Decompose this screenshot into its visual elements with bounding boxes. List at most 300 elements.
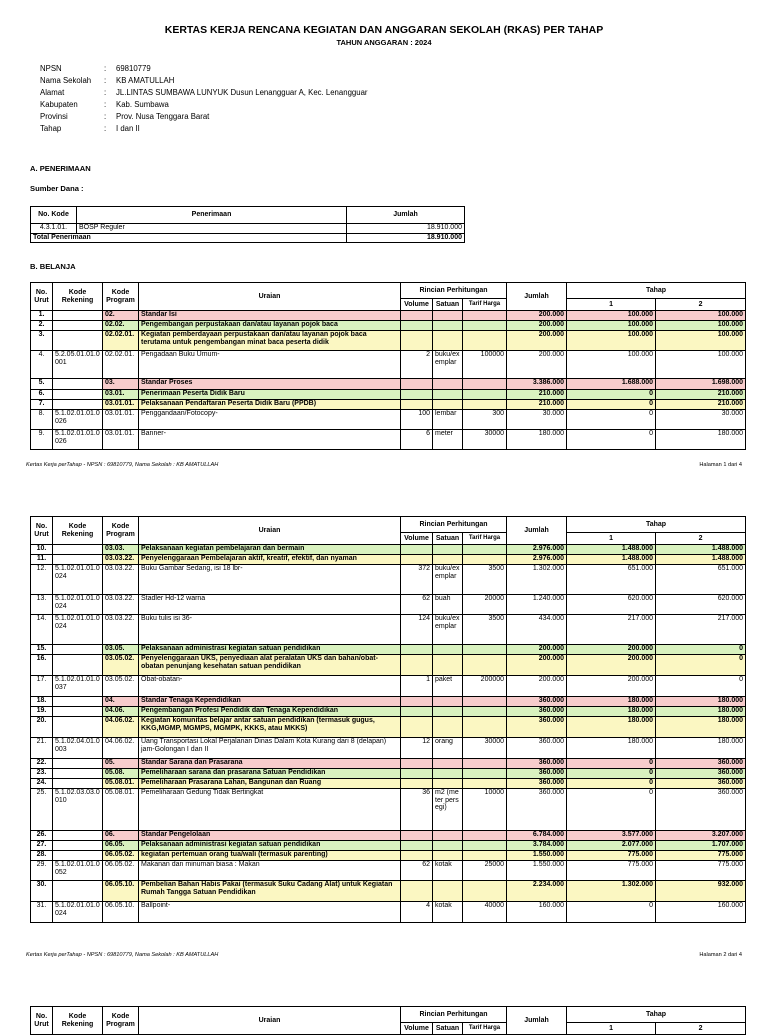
uraian-cell: kegiatan pertemuan orang tua/wali (termasuk parenting) xyxy=(139,851,401,861)
satuan-cell xyxy=(433,390,463,400)
kode-program-cell: 06.05.02. xyxy=(103,851,139,861)
kode-program-cell: 03.01.01. xyxy=(103,400,139,410)
volume-cell xyxy=(401,545,433,555)
table-row xyxy=(31,707,746,717)
penerimaan-table xyxy=(30,206,465,243)
tahap-2-cell: 180.000 xyxy=(656,697,746,707)
volume-cell: 100 xyxy=(401,410,433,430)
tahap-1-cell: 775.000 xyxy=(567,861,656,881)
kode-rekening-cell: 5.1.02.03.03.0010 xyxy=(53,789,103,831)
tarif-cell xyxy=(463,400,507,410)
uraian-cell: Obat-obatan- xyxy=(139,676,401,697)
info-row-province: Provinsi : Prov. Nusa Tenggara Barat xyxy=(40,112,210,121)
tarif-cell xyxy=(463,831,507,841)
jumlah-cell: 30.000 xyxy=(507,410,567,430)
satuan-cell xyxy=(433,759,463,769)
kode-program-cell: 03.03.22. xyxy=(103,595,139,615)
kode-rekening-cell: 5.1.02.01.01.0024 xyxy=(53,615,103,645)
document-subtitle: TAHUN ANGGARAN : 2024 xyxy=(336,38,432,47)
table-row xyxy=(31,738,746,759)
header-no-urut: No. Urut xyxy=(31,283,53,311)
header-volume: Volume xyxy=(401,533,433,545)
jumlah-cell: 360.000 xyxy=(507,759,567,769)
no-cell: 14. xyxy=(31,615,53,645)
uraian-cell: Banner- xyxy=(139,430,401,450)
tarif-cell: 10000 xyxy=(463,789,507,831)
jumlah-cell: 3.784.000 xyxy=(507,841,567,851)
tarif-cell xyxy=(463,645,507,655)
tahap-2-cell: 0 xyxy=(656,655,746,676)
table-row xyxy=(31,565,746,595)
header-tahap-2: 2 xyxy=(656,1023,746,1035)
no-cell: 27. xyxy=(31,841,53,851)
tahap-2-cell: 210.000 xyxy=(656,390,746,400)
jumlah-cell: 160.000 xyxy=(507,902,567,923)
jumlah-cell: 2.976.000 xyxy=(507,555,567,565)
kode-program-cell: 03.01.01. xyxy=(103,410,139,430)
tarif-cell: 300 xyxy=(463,410,507,430)
volume-cell: 1 xyxy=(401,676,433,697)
tahap-1-cell: 0 xyxy=(567,759,656,769)
tarif-cell: 3500 xyxy=(463,565,507,595)
kode-cell: 4.3.1.01. xyxy=(31,224,77,234)
no-cell: 29. xyxy=(31,861,53,881)
tarif-cell xyxy=(463,555,507,565)
school-info xyxy=(40,63,368,135)
kode-program-cell: 03.05. xyxy=(103,645,139,655)
uraian-cell: Pengembangan perpustakaan dan/atau layanan pojok baca xyxy=(139,321,401,331)
info-label: Provinsi xyxy=(40,112,68,121)
tarif-cell xyxy=(463,321,507,331)
header-kode-rekening: Kode Rekening xyxy=(53,283,103,311)
tahap-1-cell: 100.000 xyxy=(567,321,656,331)
header-uraian: Uraian xyxy=(139,517,401,545)
header-rincian: Rincian Perhitungan xyxy=(401,283,507,299)
jumlah-cell: 6.784.000 xyxy=(507,831,567,841)
header-kode-rekening: Kode Rekening xyxy=(53,517,103,545)
section-heading-belanja: B. BELANJA xyxy=(30,262,76,271)
no-cell: 9. xyxy=(31,430,53,450)
funding-source-label: Sumber Dana : xyxy=(30,184,84,193)
uraian-cell: Pemeliharaan Prasarana Lahan, Bangunan dan Ruang xyxy=(139,779,401,789)
tahap-2-cell: 775.000 xyxy=(656,851,746,861)
kode-program-cell: 03.01.01. xyxy=(103,430,139,450)
tahap-1-cell: 100.000 xyxy=(567,311,656,321)
uraian-cell: Buku Gambar Sedang, isi 18 lbr- xyxy=(139,565,401,595)
satuan-cell: meter xyxy=(433,430,463,450)
belanja-table-page-2 xyxy=(30,516,746,923)
volume-cell xyxy=(401,759,433,769)
satuan-cell xyxy=(433,545,463,555)
volume-cell xyxy=(401,311,433,321)
kode-rekening-cell xyxy=(53,321,103,331)
no-cell: 10. xyxy=(31,545,53,555)
kode-program-cell: 02.02. xyxy=(103,321,139,331)
table-row xyxy=(31,779,746,789)
tahap-2-cell: 100.000 xyxy=(656,321,746,331)
jumlah-cell: 360.000 xyxy=(507,707,567,717)
tahap-1-cell: 200.000 xyxy=(567,655,656,676)
volume-cell xyxy=(401,697,433,707)
jumlah-cell: 200.000 xyxy=(507,655,567,676)
satuan-cell xyxy=(433,779,463,789)
info-label: Tahap xyxy=(40,124,62,133)
volume-cell xyxy=(401,655,433,676)
kode-rekening-cell: 5.1.02.04.01.0003 xyxy=(53,738,103,759)
tahap-2-cell: 210.000 xyxy=(656,400,746,410)
header-jumlah: Jumlah xyxy=(507,283,567,311)
table-row xyxy=(31,902,746,923)
info-value: Prov. Nusa Tenggara Barat xyxy=(116,112,210,121)
tarif-cell xyxy=(463,779,507,789)
no-cell: 6. xyxy=(31,390,53,400)
no-cell: 25. xyxy=(31,789,53,831)
tahap-1-cell: 0 xyxy=(567,400,656,410)
tahap-2-cell: 1.707.000 xyxy=(656,841,746,851)
header-no-kode: No. Kode xyxy=(31,207,77,224)
tahap-2-cell: 180.000 xyxy=(656,430,746,450)
tahap-1-cell: 651.000 xyxy=(567,565,656,595)
jumlah-cell: 200.000 xyxy=(507,351,567,379)
table-row xyxy=(31,789,746,831)
kode-rekening-cell: 5.1.02.01.01.0026 xyxy=(53,410,103,430)
kode-program-cell: 03.03.22. xyxy=(103,615,139,645)
table-row xyxy=(31,545,746,555)
header-jumlah: Jumlah xyxy=(347,207,465,224)
tarif-cell: 3500 xyxy=(463,615,507,645)
table-row xyxy=(31,379,746,390)
header-rincian: Rincian Perhitungan xyxy=(401,1007,507,1023)
kode-rekening-cell xyxy=(53,881,103,902)
tarif-cell xyxy=(463,769,507,779)
jumlah-cell: 210.000 xyxy=(507,400,567,410)
header-satuan: Satuan xyxy=(433,533,463,545)
tarif-cell: 30000 xyxy=(463,738,507,759)
no-cell: 18. xyxy=(31,697,53,707)
satuan-cell: buku/exemplar xyxy=(433,351,463,379)
uraian-cell: Makanan dan minuman biasa : Makan xyxy=(139,861,401,881)
kode-program-cell: 04.06. xyxy=(103,707,139,717)
document-title: KERTAS KERJA RENCANA KEGIATAN DAN ANGGARAN SEKOLAH (RKAS) PER TAHAP xyxy=(164,24,604,36)
satuan-cell: buah xyxy=(433,595,463,615)
info-label: NPSN xyxy=(40,64,62,73)
no-cell: 30. xyxy=(31,881,53,902)
tahap-1-cell: 1.488.000 xyxy=(567,555,656,565)
table-row xyxy=(31,841,746,851)
satuan-cell: lembar xyxy=(433,410,463,430)
belanja-table-page-3 xyxy=(30,1006,746,1035)
no-cell: 31. xyxy=(31,902,53,923)
tarif-cell xyxy=(463,655,507,676)
uraian-cell: Standar Proses xyxy=(139,379,401,390)
uraian-cell: Penyelenggaraan Pembelajaran aktif, kreatif, efektif, dan nyaman xyxy=(139,555,401,565)
no-cell: 24. xyxy=(31,779,53,789)
satuan-cell xyxy=(433,851,463,861)
tahap-1-cell: 1.302.000 xyxy=(567,881,656,902)
kode-program-cell: 05.08.01. xyxy=(103,789,139,831)
tarif-cell xyxy=(463,841,507,851)
kode-rekening-cell: 5.1.02.01.01.0024 xyxy=(53,595,103,615)
jumlah-cell: 180.000 xyxy=(507,430,567,450)
kode-program-cell: 06. xyxy=(103,831,139,841)
kode-program-cell: 06.05. xyxy=(103,841,139,851)
kode-program-cell: 03.05.02. xyxy=(103,676,139,697)
satuan-cell xyxy=(433,331,463,351)
header-tahap: Tahap xyxy=(567,283,746,299)
satuan-cell xyxy=(433,769,463,779)
tarif-cell xyxy=(463,697,507,707)
satuan-cell: buku/exemplar xyxy=(433,615,463,645)
kode-rekening-cell xyxy=(53,697,103,707)
jumlah-cell: 3.386.000 xyxy=(507,379,567,390)
kode-rekening-cell xyxy=(53,555,103,565)
kode-rekening-cell xyxy=(53,655,103,676)
volume-cell: 62 xyxy=(401,595,433,615)
tahap-2-cell: 932.000 xyxy=(656,881,746,902)
tahap-1-cell: 3.577.000 xyxy=(567,831,656,841)
jumlah-cell: 360.000 xyxy=(507,738,567,759)
section-heading-penerimaan: A. PENERIMAAN xyxy=(30,164,91,173)
jumlah-cell: 200.000 xyxy=(507,311,567,321)
kode-program-cell: 06.05.10. xyxy=(103,902,139,923)
tahap-2-cell: 651.000 xyxy=(656,565,746,595)
uraian-cell: Stadler Hd-12 warna xyxy=(139,595,401,615)
volume-cell: 62 xyxy=(401,861,433,881)
tahap-2-cell: 0 xyxy=(656,645,746,655)
tarif-cell xyxy=(463,717,507,738)
no-cell: 4. xyxy=(31,351,53,379)
tarif-cell xyxy=(463,311,507,321)
uraian-cell: Pelaksanaan Pendaftaran Peserta Didik Baru (PPDB) xyxy=(139,400,401,410)
header-uraian: Uraian xyxy=(139,1007,401,1035)
no-cell: 2. xyxy=(31,321,53,331)
uraian-cell: Pelaksanaan administrasi kegiatan satuan pendidikan xyxy=(139,841,401,851)
uraian-cell: Pelaksanaan kegiatan pembelajaran dan bermain xyxy=(139,545,401,555)
table-row xyxy=(31,655,746,676)
info-row-stage: Tahap : I dan II xyxy=(40,124,140,133)
tahap-1-cell: 0 xyxy=(567,390,656,400)
uraian-cell: Standar Pengelolaan xyxy=(139,831,401,841)
header-tahap-2: 2 xyxy=(656,299,746,311)
header-no-urut: No. Urut xyxy=(31,517,53,545)
satuan-cell: orang xyxy=(433,738,463,759)
satuan-cell xyxy=(433,321,463,331)
tahap-1-cell: 1.688.000 xyxy=(567,379,656,390)
tarif-cell xyxy=(463,331,507,351)
tahap-1-cell: 1.488.000 xyxy=(567,545,656,555)
no-cell: 7. xyxy=(31,400,53,410)
header-rincian: Rincian Perhitungan xyxy=(401,517,507,533)
tahap-2-cell: 360.000 xyxy=(656,789,746,831)
no-cell: 8. xyxy=(31,410,53,430)
kode-rekening-cell xyxy=(53,545,103,555)
header-satuan: Satuan xyxy=(433,1023,463,1035)
tahap-2-cell: 100.000 xyxy=(656,351,746,379)
info-value: Kab. Sumbawa xyxy=(116,100,169,109)
volume-cell xyxy=(401,707,433,717)
satuan-cell xyxy=(433,645,463,655)
header-jumlah: Jumlah xyxy=(507,517,567,545)
jumlah-cell: 1.240.000 xyxy=(507,595,567,615)
kode-rekening-cell xyxy=(53,390,103,400)
info-row-regency: Kabupaten : Kab. Sumbawa xyxy=(40,100,169,109)
jumlah-cell: 360.000 xyxy=(507,769,567,779)
header-kode-program: Kode Program xyxy=(103,517,139,545)
jumlah-cell: 360.000 xyxy=(507,779,567,789)
volume-cell xyxy=(401,851,433,861)
kode-rekening-cell: 5.2.05.01.01.0001 xyxy=(53,351,103,379)
jumlah-cell: 360.000 xyxy=(507,789,567,831)
satuan-cell xyxy=(433,555,463,565)
kode-rekening-cell xyxy=(53,707,103,717)
header-kode-rekening: Kode Rekening xyxy=(53,1007,103,1035)
kode-rekening-cell xyxy=(53,851,103,861)
tahap-1-cell: 2.077.000 xyxy=(567,841,656,851)
no-cell: 23. xyxy=(31,769,53,779)
tahap-1-cell: 200.000 xyxy=(567,676,656,697)
satuan-cell xyxy=(433,311,463,321)
tarif-cell: 30000 xyxy=(463,430,507,450)
header-satuan: Satuan xyxy=(433,299,463,311)
jumlah-cell: 1.550.000 xyxy=(507,851,567,861)
kode-rekening-cell: 5.1.02.01.01.0037 xyxy=(53,676,103,697)
no-cell: 12. xyxy=(31,565,53,595)
tahap-1-cell: 100.000 xyxy=(567,331,656,351)
jumlah-cell: 200.000 xyxy=(507,331,567,351)
tahap-2-cell: 620.000 xyxy=(656,595,746,615)
tahap-2-cell: 1.488.000 xyxy=(656,555,746,565)
satuan-cell: m2 (meter persegi) xyxy=(433,789,463,831)
header-uraian: Uraian xyxy=(139,283,401,311)
table-row xyxy=(31,769,746,779)
total-label: Total Penerimaan xyxy=(31,234,347,243)
header-no-urut: No. Urut xyxy=(31,1007,53,1035)
satuan-cell xyxy=(433,655,463,676)
kode-program-cell: 05. xyxy=(103,759,139,769)
kode-program-cell: 05.08.01. xyxy=(103,779,139,789)
uraian-cell: Ballpoint- xyxy=(139,902,401,923)
no-cell: 15. xyxy=(31,645,53,655)
table-row xyxy=(31,351,746,379)
satuan-cell: paket xyxy=(433,676,463,697)
kode-program-cell: 05.08. xyxy=(103,769,139,779)
volume-cell xyxy=(401,841,433,851)
page-footer: Kertas Kerja perTahap - NPSN : 69810779, Nama Sekolah : KB AMATULLAH xyxy=(26,952,219,958)
header-tarif: Tarif Harga xyxy=(463,533,507,545)
header-kode-program: Kode Program xyxy=(103,283,139,311)
tahap-2-cell: 100.000 xyxy=(656,311,746,321)
table-row xyxy=(31,759,746,769)
uraian-cell: Pengembangan Profesi Pendidik dan Tenaga Kependidikan xyxy=(139,707,401,717)
kode-rekening-cell xyxy=(53,645,103,655)
kode-rekening-cell xyxy=(53,779,103,789)
header-tahap-1: 1 xyxy=(567,1023,656,1035)
kode-rekening-cell: 5.1.02.01.01.0026 xyxy=(53,430,103,450)
satuan-cell xyxy=(433,379,463,390)
tahap-2-cell: 217.000 xyxy=(656,615,746,645)
satuan-cell: kotak xyxy=(433,861,463,881)
tahap-2-cell: 180.000 xyxy=(656,738,746,759)
tahap-1-cell: 180.000 xyxy=(567,717,656,738)
header-tarif: Tarif Harga xyxy=(463,1023,507,1035)
satuan-cell xyxy=(433,831,463,841)
kode-rekening-cell xyxy=(53,379,103,390)
jumlah-cell: 2.234.000 xyxy=(507,881,567,902)
kode-rekening-cell xyxy=(53,769,103,779)
tahap-2-cell: 360.000 xyxy=(656,759,746,769)
info-row-npsn: NPSN : 69810779 xyxy=(40,64,151,73)
tahap-1-cell: 0 xyxy=(567,779,656,789)
uraian-cell: Standar Tenaga Kependidikan xyxy=(139,697,401,707)
info-label: Nama Sekolah xyxy=(40,76,92,85)
tahap-1-cell: 217.000 xyxy=(567,615,656,645)
jumlah-cell: 200.000 xyxy=(507,321,567,331)
kode-program-cell: 04. xyxy=(103,697,139,707)
uraian-cell: Pemeliharaan Gedung Tidak Bertingkat xyxy=(139,789,401,831)
uraian-cell: Pelaksanaan administrasi kegiatan satuan pendidikan xyxy=(139,645,401,655)
table-row xyxy=(31,311,746,321)
no-cell: 20. xyxy=(31,717,53,738)
volume-cell xyxy=(401,831,433,841)
header-volume: Volume xyxy=(401,299,433,311)
table-row xyxy=(31,410,746,430)
tahap-1-cell: 200.000 xyxy=(567,645,656,655)
kode-program-cell: 03.01. xyxy=(103,390,139,400)
tahap-2-cell: 360.000 xyxy=(656,779,746,789)
header-tahap-1: 1 xyxy=(567,299,656,311)
tarif-cell: 200000 xyxy=(463,676,507,697)
info-row-school-name: Nama Sekolah : KB AMATULLAH xyxy=(40,76,175,85)
volume-cell xyxy=(401,645,433,655)
header-tahap-2: 2 xyxy=(656,533,746,545)
volume-cell: 2 xyxy=(401,351,433,379)
tahap-1-cell: 180.000 xyxy=(567,738,656,759)
uraian-cell: Kegiatan pemberdayaan perpustakaan dan/atau layanan pojok baca terutama untuk pengembangan minat baca peserta didik xyxy=(139,331,401,351)
table-row xyxy=(31,430,746,450)
tahap-2-cell: 1.698.000 xyxy=(656,379,746,390)
jumlah-cell: 2.976.000 xyxy=(507,545,567,555)
table-row xyxy=(31,321,746,331)
satuan-cell xyxy=(433,841,463,851)
kode-rekening-cell xyxy=(53,331,103,351)
tahap-1-cell: 0 xyxy=(567,789,656,831)
volume-cell: 6 xyxy=(401,430,433,450)
tahap-2-cell: 360.000 xyxy=(656,769,746,779)
volume-cell xyxy=(401,881,433,902)
info-row-address: Alamat : JL.LINTAS SUMBAWA LUNYUK Dusun Lenangguar A, Kec. Lenangguar xyxy=(40,88,368,97)
header-tahap-1: 1 xyxy=(567,533,656,545)
tarif-cell xyxy=(463,759,507,769)
volume-cell: 4 xyxy=(401,902,433,923)
satuan-cell xyxy=(433,707,463,717)
jumlah-cell: 210.000 xyxy=(507,390,567,400)
tarif-cell xyxy=(463,379,507,390)
page-number: Halaman 1 dari 4 xyxy=(699,462,742,468)
no-cell: 16. xyxy=(31,655,53,676)
table-row xyxy=(31,881,746,902)
kode-program-cell: 03.05.02. xyxy=(103,655,139,676)
no-cell: 17. xyxy=(31,676,53,697)
header-tahap: Tahap xyxy=(567,517,746,533)
volume-cell xyxy=(401,390,433,400)
tarif-cell xyxy=(463,851,507,861)
volume-cell xyxy=(401,717,433,738)
tahap-2-cell: 180.000 xyxy=(656,707,746,717)
uraian-cell: Standar Isi xyxy=(139,311,401,321)
tahap-2-cell: 100.000 xyxy=(656,331,746,351)
no-cell: 22. xyxy=(31,759,53,769)
jumlah-cell: 1.550.000 xyxy=(507,861,567,881)
